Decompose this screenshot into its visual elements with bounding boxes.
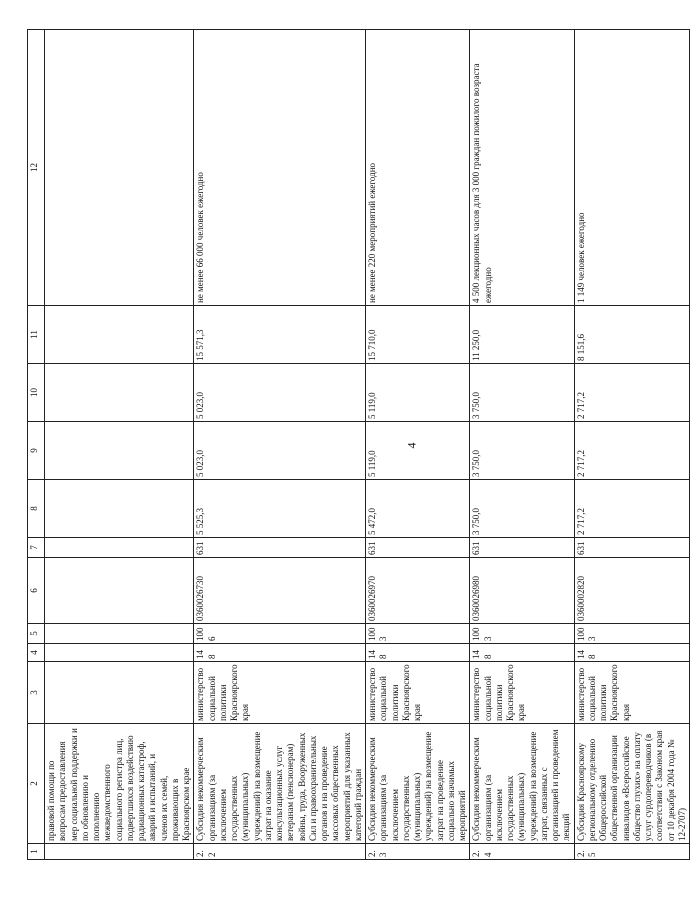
col-header: 9 bbox=[28, 422, 45, 480]
vr-code: 631 bbox=[366, 538, 470, 558]
activity-name: Субсидия некоммерческим организациям (за исключением государственных (муниципальных) учреждений) на возмещение затрат на проведение социально значимых мероприятий bbox=[366, 724, 470, 844]
row-number: 2.2 bbox=[194, 844, 366, 860]
grbs-code bbox=[45, 644, 194, 662]
csr-code: 0360026980 bbox=[470, 558, 574, 624]
grbs-code: 148 bbox=[574, 644, 690, 662]
row-number: 2.4 bbox=[470, 844, 574, 860]
expected-result: 4 500 лекционных часов для 3 000 граждан пожилого возраста ежегодно bbox=[470, 30, 574, 306]
year1-value bbox=[45, 480, 194, 538]
table-row bbox=[45, 30, 194, 860]
total-value: 15 710,0 bbox=[366, 306, 470, 364]
year1-value: 2 717,2 bbox=[574, 480, 690, 538]
col-header: 8 bbox=[28, 480, 45, 538]
col-header: 2 bbox=[28, 724, 45, 844]
administrator: министерство социальной политики Красноярского края bbox=[574, 662, 690, 724]
col-header: 10 bbox=[28, 364, 45, 422]
rotated-table-container bbox=[27, 30, 687, 860]
col-header: 4 bbox=[28, 644, 45, 662]
year2-value: 2 717,2 bbox=[574, 422, 690, 480]
activity-name: правовой помощи по вопросам предоставления мер социальной поддержки и по обновлению и пополнению межведомственного социального регистра лиц, подвергшихся воздействию радиационных катастроф, аварий и испытаний, и членов их семей, проживающих в Красноярском крае bbox=[45, 724, 194, 844]
administrator: министерство социальной политики Красноярского края bbox=[366, 662, 470, 724]
year3-value: 5 119,0 bbox=[366, 364, 470, 422]
vr-code bbox=[45, 538, 194, 558]
col-header: 12 bbox=[28, 30, 45, 306]
col-header: 6 bbox=[28, 558, 45, 624]
total-value: 15 571,3 bbox=[194, 306, 366, 364]
vr-code: 631 bbox=[574, 538, 690, 558]
year2-value bbox=[45, 422, 194, 480]
col-header: 3 bbox=[28, 662, 45, 724]
col-header: 7 bbox=[28, 538, 45, 558]
activity-name: Субсидия некоммерческим организациям (за исключением государственных (муниципальных) учреждений) на возмещение затрат, связанных с организацией и проведением лекций bbox=[470, 724, 574, 844]
table-row bbox=[470, 30, 574, 860]
total-value bbox=[45, 306, 194, 364]
year1-value: 5 525,3 bbox=[194, 480, 366, 538]
activity-name: Субсидия Красноярскому региональному отделению Общероссийской общественной организации инвалидов «Всероссийское общество глухих» на оплату услуг сурдопереводчиков (в соответствии с Законом края от 10 декабря 2004 года № 12-2707) bbox=[574, 724, 690, 844]
expected-result: не менее 220 мероприятий ежегодно bbox=[366, 30, 470, 306]
rzpr-code: 1003 bbox=[470, 624, 574, 644]
year1-value: 3 750,0 bbox=[470, 480, 574, 538]
year2-value: 5 023,0 bbox=[194, 422, 366, 480]
expected-result: 1 149 человек ежегодно bbox=[574, 30, 690, 306]
year3-value bbox=[45, 364, 194, 422]
vr-code: 631 bbox=[470, 538, 574, 558]
activity-name: Субсидия некоммерческим организациям (за исключением государственных (муниципальных) учреждений) на возмещение затрат на оказание консультационных услуг ветеранам (пенсионерам) войны, труда, Вооруженных Сил и правоохранительных органов и на проведение массовых общественных мероприятий для указанных категорий граждан bbox=[194, 724, 366, 844]
row-number: 2.5 bbox=[574, 844, 690, 860]
rzpr-code: 1003 bbox=[574, 624, 690, 644]
total-value: 8 151,6 bbox=[574, 306, 690, 364]
administrator bbox=[45, 662, 194, 724]
page-number: 4 bbox=[404, 442, 419, 449]
grbs-code: 148 bbox=[366, 644, 470, 662]
col-header: 5 bbox=[28, 624, 45, 644]
expected-result bbox=[45, 30, 194, 306]
rzpr-code: 1006 bbox=[194, 624, 366, 644]
csr-code bbox=[45, 558, 194, 624]
header-row bbox=[28, 30, 45, 860]
year2-value: 3 750,0 bbox=[470, 422, 574, 480]
year3-value: 5 023,0 bbox=[194, 364, 366, 422]
grbs-code: 148 bbox=[470, 644, 574, 662]
col-header: 1 bbox=[28, 844, 45, 860]
table-row bbox=[574, 30, 690, 860]
year3-value: 2 717,2 bbox=[574, 364, 690, 422]
vr-code: 631 bbox=[194, 538, 366, 558]
rzpr-code: 1003 bbox=[366, 624, 470, 644]
program-activities-table bbox=[27, 29, 690, 860]
administrator: министерство социальной политики Красноярского края bbox=[470, 662, 574, 724]
year2-value: 5 119,0 bbox=[366, 422, 470, 480]
rzpr-code bbox=[45, 624, 194, 644]
administrator: министерство социальной политики Красноярского края bbox=[194, 662, 366, 724]
table-row bbox=[194, 30, 366, 860]
total-value: 11 250,0 bbox=[470, 306, 574, 364]
csr-code: 0360002820 bbox=[574, 558, 690, 624]
row-number bbox=[45, 844, 194, 860]
year3-value: 3 750,0 bbox=[470, 364, 574, 422]
row-number: 2.3 bbox=[366, 844, 470, 860]
expected-result: не менее 66 000 человек ежегодно bbox=[194, 30, 366, 306]
csr-code: 0360026730 bbox=[194, 558, 366, 624]
col-header: 11 bbox=[28, 306, 45, 364]
csr-code: 0360026970 bbox=[366, 558, 470, 624]
table-row bbox=[366, 30, 470, 860]
year1-value: 5 472,0 bbox=[366, 480, 470, 538]
grbs-code: 148 bbox=[194, 644, 366, 662]
